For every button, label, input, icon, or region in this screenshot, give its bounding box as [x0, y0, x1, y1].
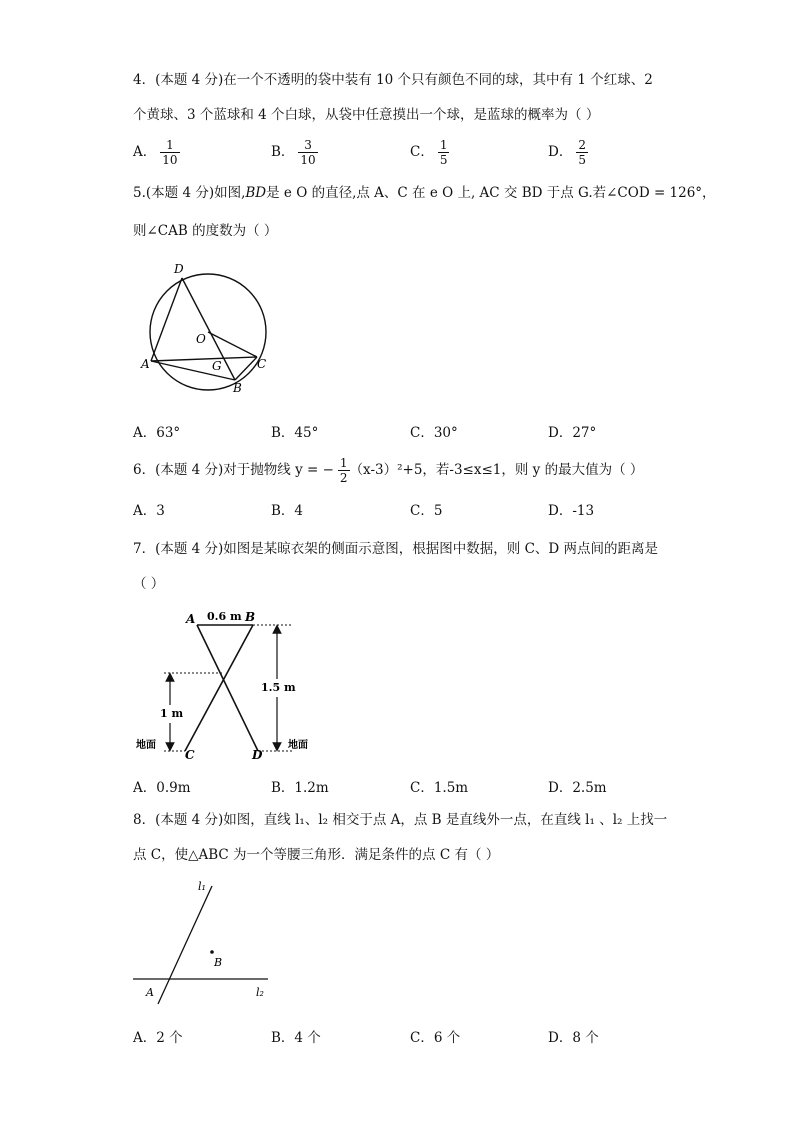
fraction: $\frac{3}{10}$	[300, 138, 316, 167]
fraction: $\frac{1}{5}$	[439, 138, 448, 167]
q7-option-b: B．1.2m	[271, 780, 329, 796]
q4-option-b	[271, 138, 318, 167]
fraction: $\frac{1}{10}$	[162, 138, 178, 167]
segment-oc	[208, 332, 257, 357]
option-label: B．	[271, 144, 295, 160]
q7-option-a: A．0.9m	[133, 780, 191, 796]
q8-lines-figure	[128, 876, 278, 1006]
label-d: D	[174, 262, 184, 276]
q4-option-c	[410, 138, 449, 167]
q8-option-b: B．4 个	[271, 1030, 321, 1046]
q7-rack-figure	[130, 605, 330, 765]
q8-option-c: C．6 个	[410, 1030, 461, 1046]
chord-ac	[151, 357, 257, 361]
option-label: A．	[133, 144, 157, 160]
label-left: 1 m	[160, 707, 184, 720]
q5-option-d: D．27°	[548, 425, 597, 441]
q6-option-b: B．4	[271, 503, 304, 519]
label-a: A	[146, 986, 154, 999]
q5-option-a: A．63°	[133, 425, 181, 441]
q5-circle-figure	[140, 258, 300, 398]
q5-option-c: C．30°	[410, 425, 458, 441]
chord-db	[182, 278, 235, 380]
label-b: B	[245, 610, 256, 624]
label-b: B	[233, 381, 242, 395]
option-label: D．	[548, 144, 573, 160]
option-label: C．	[410, 144, 434, 160]
label-g: G	[212, 359, 222, 373]
q8-option-d: D．8 个	[548, 1030, 599, 1046]
label-c: C	[257, 357, 267, 371]
q8-line-2: 点 C，使△ABC 为一个等腰三角形．满足条件的点 C 有（ ）	[133, 847, 500, 863]
q6-line-1: 6．(本题 4 分)对于抛物线 y = − $\frac{1}{2}$ （x-3）²+5，若-3≤x≤1，则 y 的最大值为（ ）	[133, 456, 644, 485]
q7-line-2: （ ）	[133, 576, 165, 592]
q7-line-1: 7．(本题 4 分)如图是某晾衣架的侧面示意图，根据图中数据，则 C、D 两点间的距离是	[133, 541, 659, 557]
label-a: A	[186, 612, 196, 626]
label-ground-right: 地面	[288, 740, 308, 751]
label-o: O	[196, 332, 206, 346]
chord-da	[151, 278, 182, 361]
label-l2: l₂	[256, 986, 264, 999]
point-b	[210, 950, 214, 954]
chord-ab	[151, 361, 235, 380]
label-right: 1.5 m	[261, 681, 296, 694]
q7-option-c: C．1.5m	[410, 780, 469, 796]
label-ground-left: 地面	[136, 740, 156, 751]
label-d: D	[252, 748, 263, 762]
q4-option-d	[548, 138, 588, 167]
q8-line-1: 8．(本题 4 分)如图，直线 l₁、l₂ 相交于点 A，点 B 是直线外一点，在直线 l₁ 、l₂ 上找一	[133, 812, 668, 828]
leg-bc	[185, 625, 253, 751]
q4-option-a	[133, 138, 180, 167]
label-l1: l₁	[198, 880, 206, 893]
label-c: C	[185, 748, 195, 762]
q4-line-1: 4．(本题 4 分)在一个不透明的袋中装有 10 个只有颜色不同的球，其中有 1 个红球、2	[133, 72, 653, 88]
label-top: 0.6 m	[207, 610, 242, 623]
q6-option-c: C．5	[410, 503, 443, 519]
q4-line-2: 个黄球、3 个蓝球和 4 个白球，从袋中任意摸出一个球，是蓝球的概率为（ ）	[133, 107, 600, 123]
q6-option-a: A．3	[133, 503, 165, 519]
line-l1	[158, 886, 212, 1004]
q7-option-d: D．2.5m	[548, 780, 607, 796]
q8-option-a: A．2 个	[133, 1030, 183, 1046]
q6-option-d: D．-13	[548, 503, 595, 519]
leg-ad	[197, 625, 258, 751]
label-b: B	[214, 956, 223, 969]
q5-line-2: 则∠CAB 的度数为（ ）	[133, 223, 278, 239]
fraction: $\frac{2}{5}$	[578, 138, 586, 167]
q5-line-1: 5.(本题 4 分)如图,BD是 e O 的直径,点 A、C 在 e O 上, AC 交 BD 于点 G.若∠COD = 126°，	[133, 185, 716, 201]
q5-option-b: B．45°	[271, 425, 319, 441]
label-a: A	[141, 357, 150, 371]
fraction: $\frac{1}{2}$	[339, 456, 348, 485]
